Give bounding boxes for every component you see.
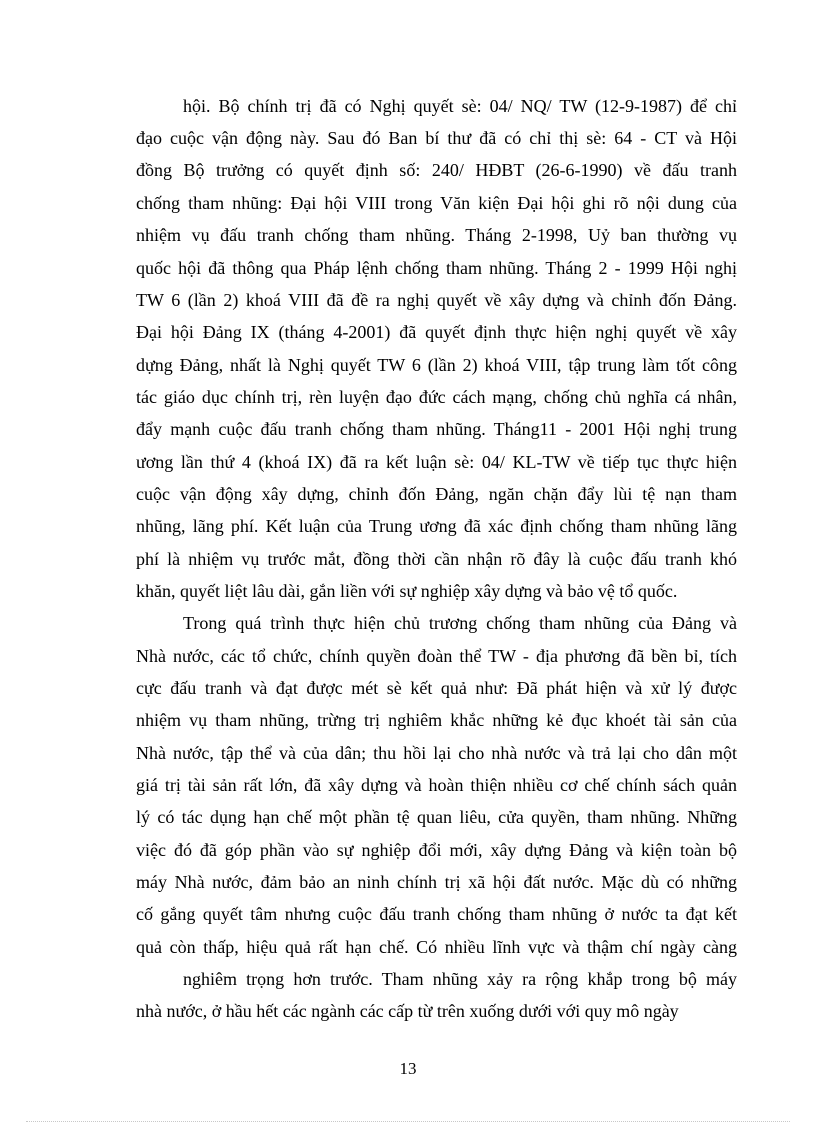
text-line: chống tham nhũng: Đại hội VIII trong Văn kiện Đại hội ghi rõ nội dung của xyxy=(136,193,737,213)
text-line: đẩy mạnh cuộc đấu tranh chống tham nhũng. Tháng11 - 2001 Hội nghị trung xyxy=(136,419,737,439)
text-line: Đại hội Đảng IX (tháng 4-2001) đã quyết định thực hiện nghị quyết về xây xyxy=(136,322,737,342)
text-line: cuộc vận động xây dựng, chỉnh đốn Đảng, ngăn chặn đẩy lùi tệ nạn tham xyxy=(136,484,737,504)
text-line: phí là nhiệm vụ trước mắt, đồng thời cần nhận rõ đây là cuộc đấu tranh khó xyxy=(136,549,737,569)
text-line: khăn, quyết liệt lâu dài, gắn liền với sự nghiệp xây dựng và bảo vệ tổ quốc. xyxy=(136,581,678,601)
text-line: TW 6 (lần 2) khoá VIII đã đề ra nghị quyết về xây dựng và chỉnh đốn Đảng. xyxy=(136,290,737,310)
text-line: lý có tác dụng hạn chế một phần tệ quan liêu, cửa quyền, tham nhũng. Những xyxy=(136,807,737,827)
text-line: Nhà nước, tập thể và của dân; thu hồi lại cho nhà nước và trả lại cho dân một xyxy=(136,743,737,763)
text-line: giá trị tài sản rất lớn, đã xây dựng và hoàn thiện nhiều cơ chế chính sách quản xyxy=(136,775,737,795)
text-line: tác giáo dục chính trị, rèn luyện đạo đức cách mạng, chống chủ nghĩa cá nhân, xyxy=(136,387,737,407)
text-line: nhà nước, ở hầu hết các ngành các cấp từ trên xuống dưới với quy mô ngày xyxy=(136,1001,679,1021)
text-line: Trong quá trình thực hiện chủ trương chống tham nhũng của Đảng và xyxy=(183,613,737,633)
text-line: nhiệm vụ đấu tranh chống tham nhũng. Tháng 2-1998, Uỷ ban thường vụ xyxy=(136,225,737,245)
page-number: 13 xyxy=(399,1059,417,1078)
text-line: Nhà nước, các tổ chức, chính quyền đoàn thể TW - địa phương đã bền bỉ, tích xyxy=(136,646,737,666)
text-line: cực đấu tranh và đạt được mét sè kết quả như: Đã phát hiện và xử lý được xyxy=(136,678,737,698)
text-line: cố gắng quyết tâm nhưng cuộc đấu tranh chống tham nhũng ở nước ta đạt kết xyxy=(136,904,737,924)
text-line: ương lần thứ 4 (khoá IX) đã ra kết luận sè: 04/ KL-TW về tiếp tục thực hiện xyxy=(136,452,737,472)
text-line: quả còn thấp, hiệu quả rất hạn chế. Có nhiều lĩnh vực và thậm chí ngày càng xyxy=(136,937,737,957)
text-line: máy Nhà nước, đảm bảo an ninh chính trị xã hội đất nước. Mặc dù có những xyxy=(136,872,737,892)
text-line: đạo cuộc vận động này. Sau đó Ban bí thư đã có chỉ thị sè: 64 - CT và Hội xyxy=(136,128,737,148)
text-line: nghiêm trọng hơn trước. Tham nhũng xảy ra rộng khắp trong bộ máy xyxy=(183,969,737,989)
text-line: dựng Đảng, nhất là Nghị quyết TW 6 (lần 2) khoá VIII, tập trung làm tốt công xyxy=(136,355,737,375)
text-line: hội. Bộ chính trị đã có Nghị quyết sè: 04/ NQ/ TW (12-9-1987) để chỉ xyxy=(183,96,737,116)
text-line: đồng Bộ trưởng có quyết định số: 240/ HĐBT (26-6-1990) về đấu tranh xyxy=(136,160,737,180)
text-line: nhũng, lãng phí. Kết luận của Trung ương đã xác định chống tham nhũng lãng xyxy=(136,516,737,536)
text-line: quốc hội đã thông qua Pháp lệnh chống tham nhũng. Tháng 2 - 1999 Hội nghị xyxy=(136,258,737,278)
text-line: việc đó đã góp phần vào sự nghiệp đổi mới, xây dựng Đảng và kiện toàn bộ xyxy=(136,840,737,860)
page-bottom-divider xyxy=(26,1121,790,1122)
text-line: nhiệm vụ tham nhũng, trừng trị nghiêm khắc những kẻ đục khoét tài sản của xyxy=(136,710,737,730)
